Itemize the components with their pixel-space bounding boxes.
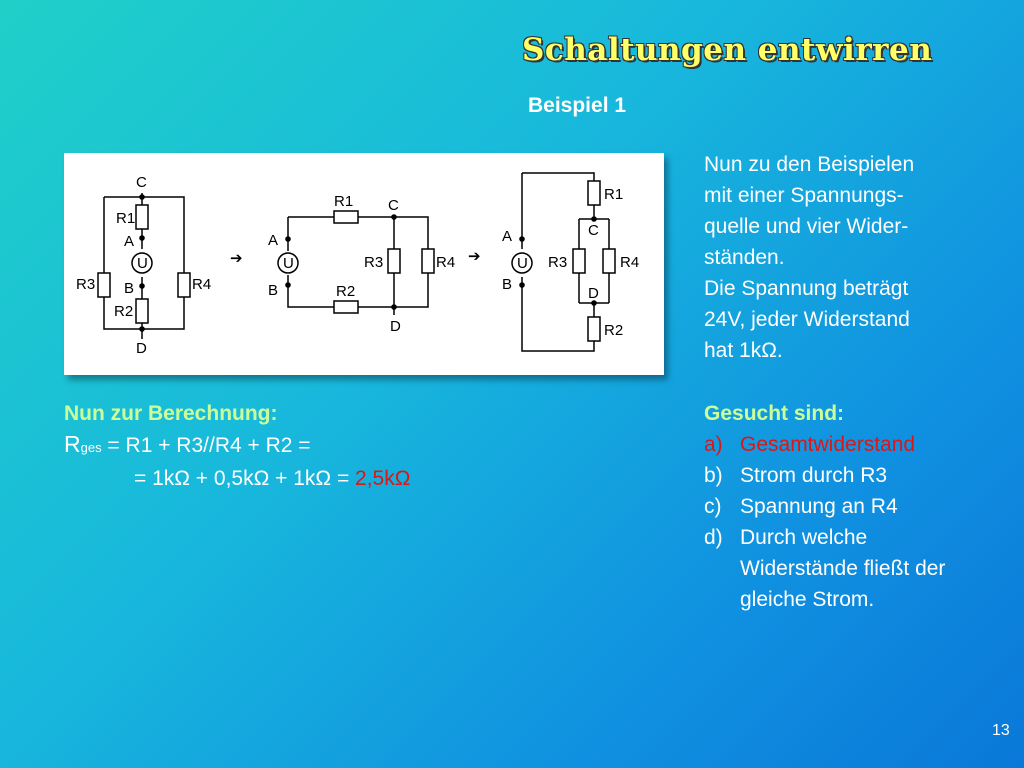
sought-list: [704, 429, 960, 615]
c2-node-a: A: [268, 232, 279, 249]
c1-node-d: D: [136, 340, 147, 357]
circuit-diagrams: [64, 153, 664, 375]
page-number: 13: [992, 722, 1010, 739]
calculation-block: [64, 398, 410, 494]
list-marker: c): [704, 495, 722, 518]
circuit-diagram-panel: [64, 153, 664, 375]
sought-block: [704, 398, 960, 615]
c3-r1-label: R1: [604, 186, 624, 203]
c3-node-a: A: [502, 228, 513, 245]
list-item: [704, 460, 960, 491]
intro-line: 24V, jeder Widerstand: [704, 308, 910, 331]
c1-node-a: A: [124, 233, 135, 250]
formula-line-2: [64, 463, 410, 494]
list-marker: b): [704, 464, 723, 487]
c2-r3-label: R3: [364, 254, 384, 271]
c1-source-u: U: [137, 255, 148, 272]
intro-line: Nun zu den Beispielen: [704, 153, 915, 176]
c2-r1-label: R1: [334, 193, 354, 210]
c2-node-d: D: [390, 318, 401, 335]
arrow-right-icon: ➔: [468, 248, 481, 265]
list-item: [704, 429, 960, 460]
c1-r1-label: R1: [116, 210, 136, 227]
c1-node-c: C: [136, 174, 147, 191]
formula-values: = 1kΩ + 0,5kΩ + 1kΩ =: [134, 467, 356, 490]
intro-text: [704, 149, 1004, 366]
c3-r4-label: R4: [620, 254, 640, 271]
c2-node-c: C: [388, 197, 399, 214]
slide-subtitle: Beispiel 1: [528, 94, 627, 117]
c3-node-c: C: [588, 222, 599, 239]
list-marker: d): [704, 526, 723, 549]
list-item-text: Durch welche Widerstände fließt der gleiche Strom.: [740, 526, 946, 611]
c3-source-u: U: [517, 255, 528, 272]
c2-source-u: U: [283, 255, 294, 272]
intro-line: ständen.: [704, 246, 785, 269]
c2-r2-label: R2: [336, 283, 356, 300]
r-subscript: ges: [80, 440, 102, 455]
calculation-heading: Nun zur Berechnung:: [64, 402, 278, 425]
formula-result: 2,5kΩ: [355, 467, 411, 490]
intro-line: quelle und vier Wider-: [704, 215, 909, 238]
formula-line-1: [64, 429, 410, 463]
c2-node-b: B: [268, 282, 279, 299]
list-item-text: Strom durch R3: [740, 464, 888, 487]
sought-heading: Gesucht sind:: [704, 402, 845, 425]
c2-r4-label: R4: [436, 254, 456, 271]
list-item: [704, 491, 960, 522]
intro-line: Die Spannung beträgt: [704, 277, 909, 300]
intro-line: hat 1kΩ.: [704, 339, 783, 362]
c3-r3-label: R3: [548, 254, 568, 271]
c1-r2-label: R2: [114, 303, 134, 320]
intro-line: mit einer Spannungs-: [704, 184, 904, 207]
list-marker: a): [704, 433, 723, 456]
c3-node-d: D: [588, 285, 599, 302]
c3-node-b: B: [502, 276, 513, 293]
c1-r4-label: R4: [192, 276, 212, 293]
formula-text: = R1 + R3//R4 + R2 =: [101, 434, 311, 457]
list-item-text: Gesamtwiderstand: [740, 433, 916, 456]
c3-r2-label: R2: [604, 322, 624, 339]
slide-title: Schaltungen entwirren: [522, 32, 933, 68]
arrow-right-icon: ➔: [230, 250, 243, 267]
r-symbol: R: [64, 431, 81, 457]
list-item: [704, 522, 960, 615]
c1-r3-label: R3: [76, 276, 96, 293]
c1-node-b: B: [124, 280, 135, 297]
list-item-text: Spannung an R4: [740, 495, 898, 518]
